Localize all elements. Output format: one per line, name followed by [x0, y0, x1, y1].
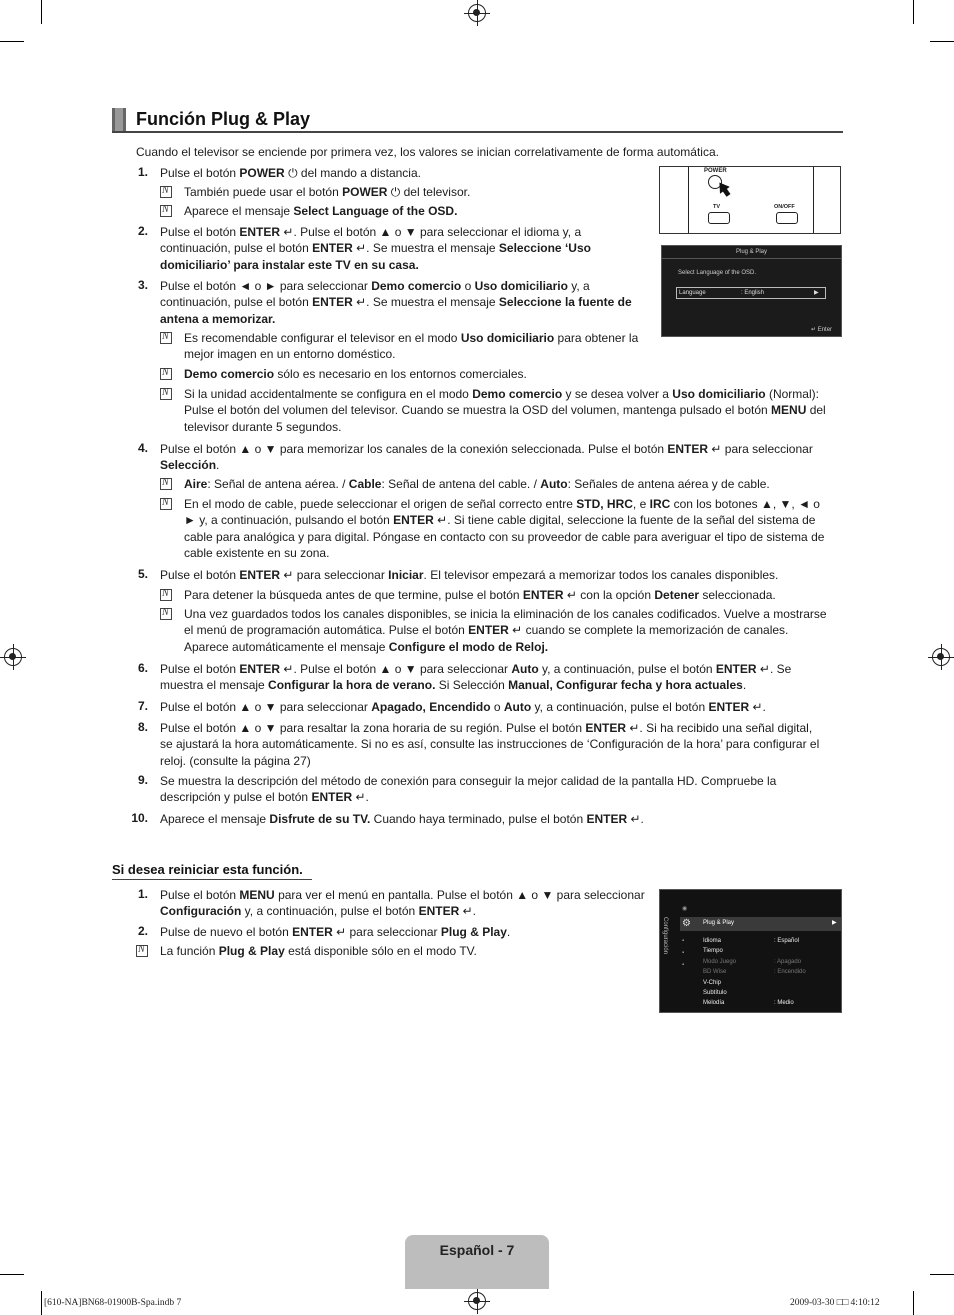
enter-icon: ↵ — [280, 662, 294, 676]
arrow-right-icon: ▶ — [814, 290, 819, 296]
section-divider — [112, 879, 312, 880]
note-text: Para detener la búsqueda antes de que termine, pulse el botón ENTER ↵ con la opción Detener seleccionada. — [184, 588, 776, 602]
step-number: 10. — [131, 811, 148, 825]
light-button-icon — [776, 212, 798, 224]
remote-tv-label: TV — [713, 204, 721, 210]
language-select[interactable] — [676, 287, 826, 299]
note-text: Demo comercio sólo es necesario en los entornos comerciales. — [184, 367, 527, 381]
note-icon — [160, 205, 172, 217]
step-5-text: Pulse el botón ENTER ↵ para seleccionar Iniciar. El televisor empezará a memorizar todos los canales disponibles. — [160, 568, 779, 582]
step-number: 4. — [137, 441, 148, 455]
step-3-text: Pulse el botón ◄ o ► para seleccionar Demo comercio o Uso domiciliario y, a continuación, pulse el botón ENTER ↵. Se muestra el mensaje Seleccione la fuente de antena a memorizar. — [160, 279, 632, 326]
note-icon — [160, 368, 172, 380]
language-field-label: Language — [679, 290, 706, 296]
note-icon — [160, 332, 172, 344]
step-number: 2. — [137, 224, 148, 238]
gear-icon: ⚙ — [682, 918, 691, 929]
page-number: Español - 7 — [439, 1242, 515, 1258]
menu-item[interactable]: Idioma : Español — [703, 938, 800, 944]
step-1-text: Pulse el botón POWER ⏻ del mando a distancia. — [160, 166, 421, 180]
enter-icon: ↵ — [626, 721, 640, 735]
note-icon — [160, 388, 172, 400]
note-text: Si la unidad accidentalmente se configura en el modo Demo comercio y se desea volver a Uso domiciliario (Normal): Pulse el botón del volumen del televisor. Cuando se muestra la OSD del volumen, mantenga pulsado el botón MENU del televisor durante 5 segundos. — [184, 387, 826, 434]
remote-onoff-label: ON/OFF — [774, 204, 795, 210]
enter-icon: ↵ — [280, 568, 294, 582]
menu-side-label: Configuración — [662, 916, 669, 955]
enter-icon: ↵ — [352, 790, 366, 805]
enter-icon: ↵ — [433, 513, 448, 528]
note-icon — [160, 478, 172, 490]
step-6-text: Pulse el botón ENTER ↵. Pulse el botón ▲ o ▼ para seleccionar Auto y, a continuación, pulse el botón ENTER ↵. Se muestra el mensaje Configurar la hora de verano. Si Selección Manual, Configurar fecha y hora actuales. — [160, 662, 792, 693]
power-icon: ⏻ — [284, 166, 298, 180]
enter-hint: ↵ Enter — [811, 327, 833, 333]
menu-item[interactable]: BD Wise : Encendido — [703, 969, 806, 976]
remote-illustration — [659, 166, 841, 234]
step-number: 9. — [137, 773, 148, 787]
registration-mark-icon — [932, 648, 950, 666]
step-4-text: Pulse el botón ▲ o ▼ para memorizar los canales de la conexión seleccionada. Pulse el botón ENTER ↵ para seleccionar Selección. — [160, 442, 813, 473]
crop-mark — [41, 1291, 42, 1315]
note-text: Aire: Señal de antena aérea. / Cable: Señal de antena del cable. / Auto: Señales de antena aérea y de cable. — [184, 477, 770, 491]
note-text: La función Plug & Play está disponible sólo en el modo TV. — [160, 944, 477, 958]
step-number: 7. — [137, 699, 148, 713]
menu-icon: ▪ — [682, 962, 685, 968]
enter-icon: ↵ — [708, 442, 722, 456]
step-number: 1. — [137, 165, 148, 179]
step-10-text: Aparece el mensaje Disfrute de su TV. Cuando haya terminado, pulse el botón ENTER ↵. — [160, 812, 644, 826]
enter-icon: ↵ — [627, 812, 641, 826]
reset-step-2-text: Pulse de nuevo el botón ENTER ↵ para seleccionar Plug & Play. — [160, 925, 511, 939]
osd-prompt: Select Language of the OSD. — [678, 270, 757, 276]
step-9-text: Se muestra la descripción del método de conexión para conseguir la mejor calidad de la pantalla HD. Compruebe la descripción y pulse el botón ENTER ↵. — [160, 774, 777, 805]
language-value: : English — [741, 290, 765, 296]
title-divider — [112, 131, 843, 133]
enter-icon: ↵ — [508, 623, 523, 638]
note-icon — [160, 498, 172, 510]
step-number: 8. — [137, 720, 148, 734]
crop-mark — [930, 1274, 954, 1275]
remote-power-label: POWER — [704, 168, 727, 174]
osd-divider — [662, 258, 841, 259]
selected-item: Plug & Play — [703, 920, 735, 926]
note-text: Una vez guardados todos los canales disponibles, se inicia la eliminación de los canales codificados. Vuelve a mostrarse el menú de programación automática. Pulse el botón ENTER ↵ cuando se complete la memorización de canales. Aparece automáticamente el mensaje Configure el modo de Reloj. — [184, 607, 827, 654]
enter-icon: ↵ — [749, 700, 763, 714]
step-2-text: Pulse el botón ENTER ↵. Pulse el botón ▲ o ▼ para seleccionar el idioma y, a continuación, pulse el botón ENTER ↵. Se muestra el mensaje Seleccione ‘Uso domiciliario’ para instalar este TV en su casa. — [160, 225, 591, 272]
enter-icon: ↵ — [280, 225, 294, 239]
crop-mark — [0, 41, 24, 42]
menu-list — [703, 938, 806, 1011]
step-number: 2. — [137, 924, 148, 938]
step-number: 3. — [137, 278, 148, 292]
menu-item[interactable]: V-Chip — [703, 979, 722, 986]
step-number: 6. — [137, 661, 148, 675]
note-text: Aparece el mensaje Select Language of the OSD. — [184, 204, 458, 218]
tv-button-icon — [708, 212, 730, 224]
note-icon — [160, 589, 172, 601]
menu-item[interactable]: Modo Juego : Apagado — [703, 958, 802, 965]
registration-mark-icon — [468, 4, 486, 22]
page-title: Función Plug & Play — [136, 109, 311, 129]
note-icon — [160, 186, 172, 198]
enter-icon: ↵ — [352, 241, 367, 256]
step-8-text: Pulse el botón ▲ o ▼ para resaltar la zona horaria de su región. Pulse el botón ENTER ↵. Si ha recibido una señal digital, se ajustará la hora automáticamente. Si no es así, consulte las instrucciones de ‘Configuración de la hora’ para configurar el reloj. (consulte la página 27) — [160, 721, 820, 768]
enter-icon: ↵ — [563, 588, 577, 602]
menu-item[interactable]: Tiempo — [703, 948, 723, 955]
note-icon — [136, 945, 148, 957]
osd-language-screen — [661, 245, 842, 337]
note-icon — [160, 608, 172, 620]
crop-mark — [930, 41, 954, 42]
step-number: 1. — [137, 887, 148, 901]
enter-icon: ↵ — [756, 662, 770, 676]
registration-mark-icon — [468, 1292, 486, 1310]
enter-icon: ↵ — [352, 295, 367, 310]
intro-text: Cuando el televisor se enciende por primera vez, los valores se inician correlativamente de forma automática. — [136, 145, 719, 159]
menu-item[interactable]: Subtítulo — [703, 989, 727, 996]
osd-header: Plug & Play — [735, 249, 768, 255]
note-text: También puede usar el botón POWER ⏻ del televisor. — [184, 185, 471, 199]
crop-mark — [41, 0, 42, 24]
step-number: 5. — [137, 567, 148, 581]
crop-mark — [0, 1274, 24, 1275]
osd-setup-menu — [659, 889, 842, 1013]
enter-icon: ↵ — [332, 925, 347, 939]
note-text: Es recomendable configurar el televisor en el modo Uso domiciliario para obtener la mejor imagen en un entorno doméstico. — [184, 331, 639, 362]
menu-icon: ▪ — [682, 950, 685, 956]
enter-icon: ↵ — [459, 904, 473, 919]
crop-mark — [913, 1291, 914, 1315]
step-7-text: Pulse el botón ▲ o ▼ para seleccionar Apagado, Encendido o Auto y, a continuación, pulse el botón ENTER ↵. — [160, 700, 766, 714]
power-icon: ⏻ — [387, 185, 401, 199]
reset-step-1-text: Pulse el botón MENU para ver el menú en pantalla. Pulse el botón ▲ o ▼ para seleccionar Configuración y, a continuación, pulse el botón ENTER ↵. — [160, 888, 645, 919]
print-date: 2009-03-30 □□ 4:10:12 — [790, 1298, 880, 1308]
menu-item[interactable]: Melodía : Medio — [703, 1000, 794, 1007]
section-heading: Si desea reiniciar esta función. — [112, 862, 303, 877]
crop-mark — [913, 0, 914, 24]
arrow-right-icon: ▶ — [832, 920, 837, 926]
menu-icon: ▪ — [682, 938, 685, 944]
note-text: En el modo de cable, puede seleccionar el origen de señal correcto entre STD, HRC, e IRC con los botones ▲, ▼, ◄ o ► y, a continuación, pulsando el botón ENTER ↵. Si tiene cable digital, seleccione la fuente de la señal del sistema de cable para analógica y para digital. Póngase en contacto con su proveedor de cable para averiguar el tipo de sistema de cable existente en su zona. — [184, 497, 825, 560]
registration-mark-icon — [4, 648, 22, 666]
enter-icon: ↵ — [811, 327, 818, 333]
menu-icon: ◉ — [682, 906, 688, 912]
file-info: [610-NA]BN68-01900B-Spa.indb 7 — [44, 1298, 182, 1308]
title-accent-bar — [112, 108, 126, 132]
